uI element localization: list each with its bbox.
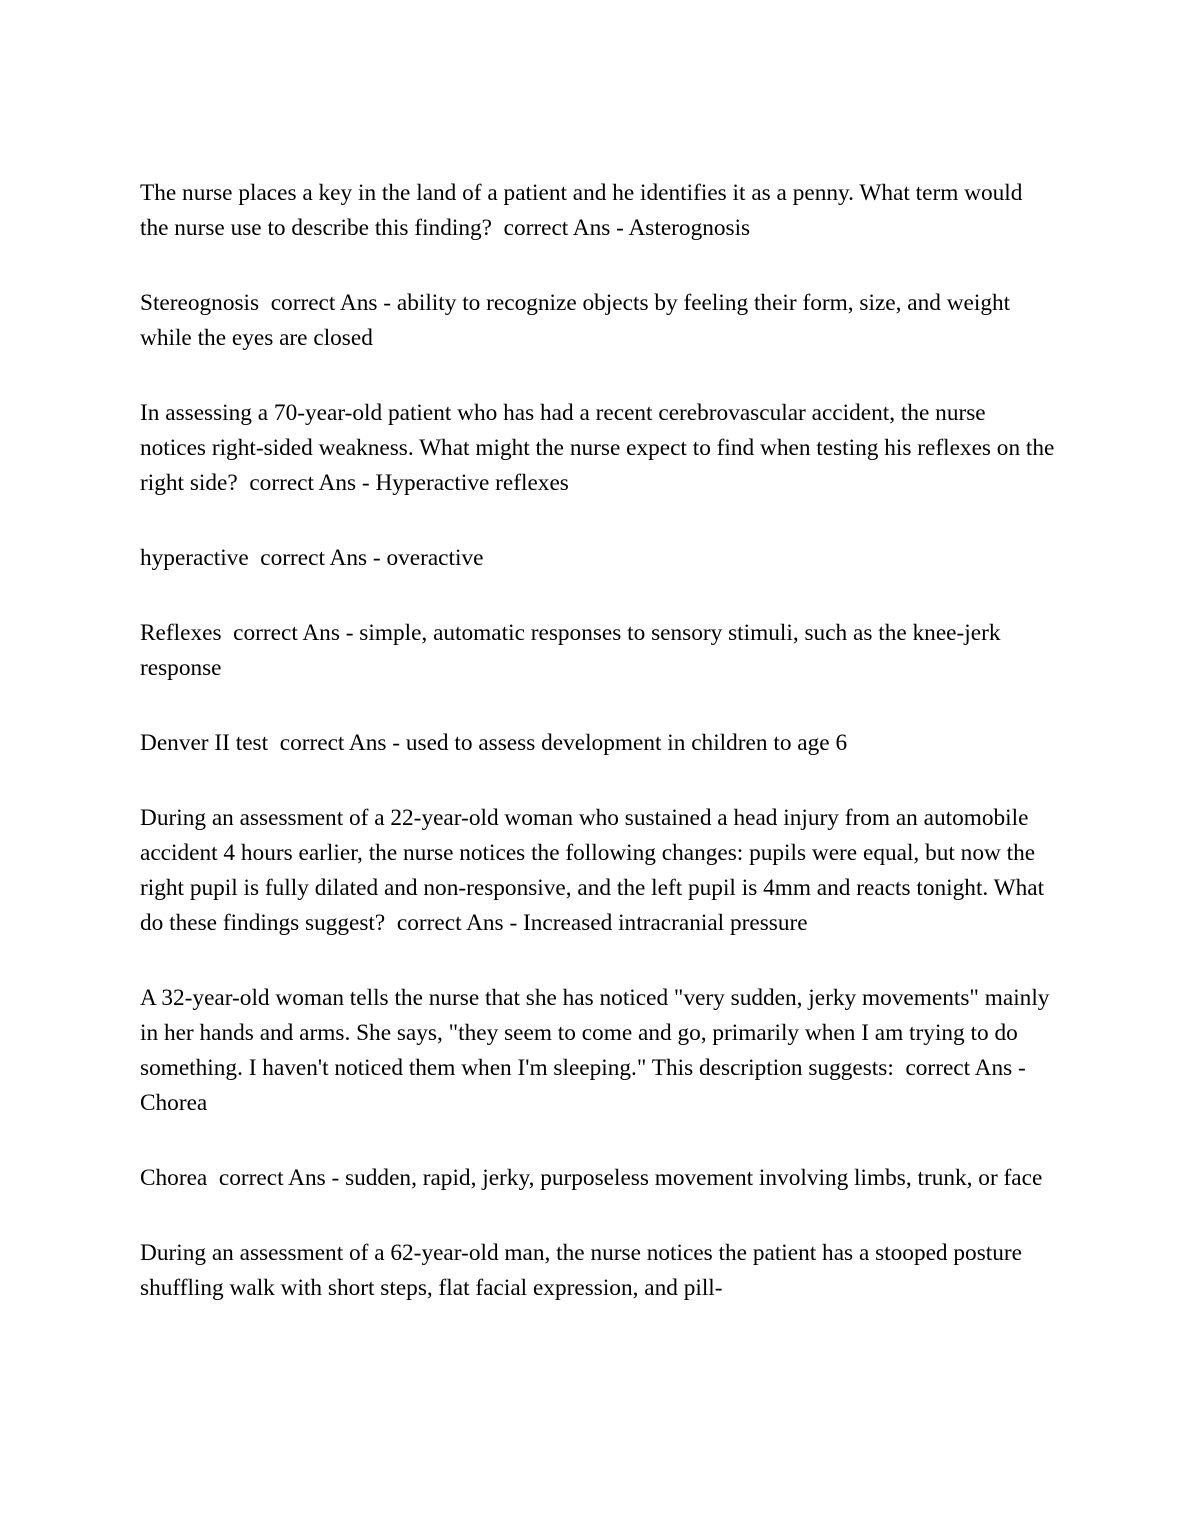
paragraph-question-parkinsonism-partial: During an assessment of a 62-year-old man, the nurse notices the patient has a stooped posture shuffling walk with short steps, flat facial expression, and pill-: [140, 1240, 1028, 1301]
paragraph-definition-reflexes: Reflexes correct Ans - simple, automatic responses to sensory stimuli, such as the knee-jerk response: [140, 620, 1007, 681]
paragraph-question-hyperactive-reflexes: In assessing a 70-year-old patient who has had a recent cerebrovascular accident, the nurse notices right-sided weakness. What might the nurse expect to find when testing his reflexes on the right side? correct Ans - Hyperactive reflexes: [140, 400, 1061, 496]
paragraph-definition-stereognosis: Stereognosis correct Ans - ability to recognize objects by feeling their form, size, and weight while the eyes are closed: [140, 290, 1016, 351]
paragraph-question-asterognosis: The nurse places a key in the land of a patient and he identifies it as a penny. What term would the nurse use to describe this finding? correct Ans - Asterognosis: [140, 180, 1029, 241]
paragraph-definition-hyperactive: hyperactive correct Ans - overactive: [140, 545, 484, 571]
paragraph-definition-chorea: Chorea correct Ans - sudden, rapid, jerky, purposeless movement involving limbs, trunk, or face: [140, 1165, 1043, 1191]
paragraph-question-increased-intracranial-pressure: During an assessment of a 22-year-old woman who sustained a head injury from an automobile accident 4 hours earlier, the nurse notices the following changes: pupils were equal, but now the right pupil is fully dilated and non-responsive, and the left pupil is 4mm and reacts tonight. What do these findings suggest? correct Ans - Increased intracranial pressure: [140, 805, 1050, 936]
paragraph-question-chorea: A 32-year-old woman tells the nurse that she has noticed "very sudden, jerky movements" mainly in her hands and arms. She says, "they seem to come and go, primarily when I am trying to do something. I haven't noticed them when I'm sleeping." This description suggests: correct Ans - Chorea: [140, 985, 1056, 1116]
paragraph-definition-denver-ii-test: Denver II test correct Ans - used to assess development in children to age 6: [140, 730, 848, 756]
